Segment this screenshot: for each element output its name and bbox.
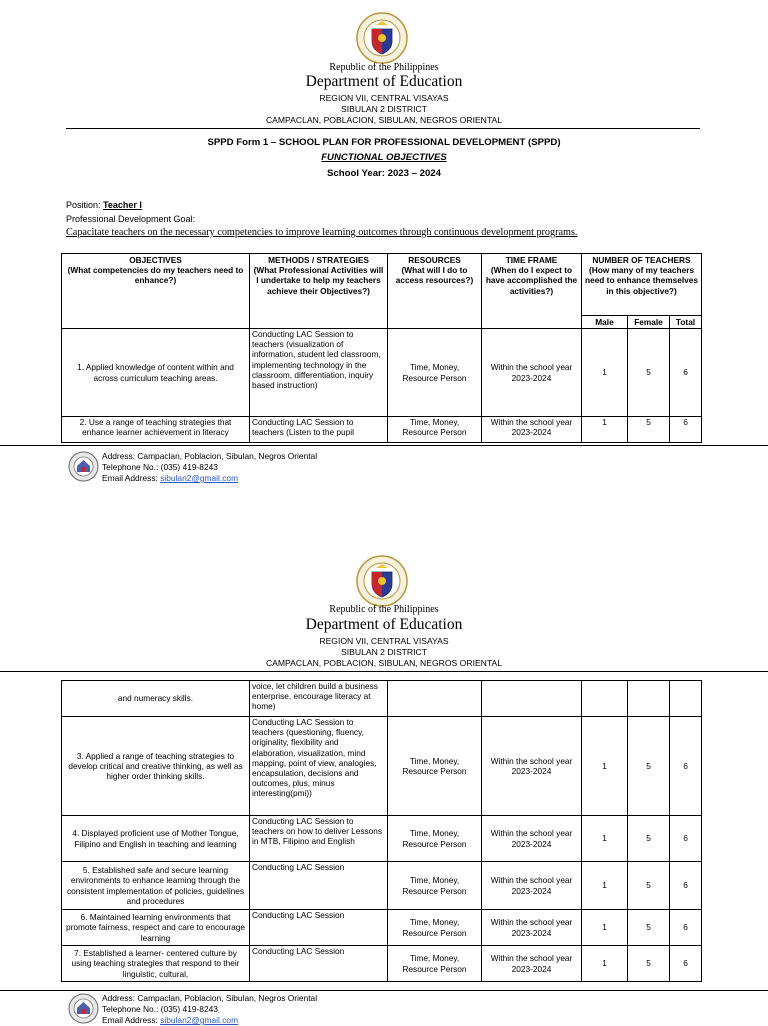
method-cell: Conducting LAC Session to teachers (questioning, fluency, originality, flexibility and elaboration, visualization, mind mapping, point of view, analogies, encapsulation, decisions and outcomes, plus, minus interesting(pmi)) [250, 717, 388, 816]
resources-cell: Time, Money, Resource Person [388, 862, 482, 910]
table-row [62, 862, 702, 910]
table-row [62, 417, 702, 443]
objective-cell: and numeracy skills. [62, 681, 250, 717]
male-cell: 1 [582, 717, 628, 816]
female-cell: 5 [628, 816, 670, 862]
objective-cell: 6. Maintained learning environments that promote fairness, respect and care to encourage learning [62, 910, 250, 946]
objective-cell: 2. Use a range of teaching strategies that enhance learner achievement in literacy [62, 417, 250, 443]
footer-email-label: Email Address: [102, 1015, 161, 1025]
school-logo-icon [68, 451, 99, 482]
male-cell: 1 [582, 816, 628, 862]
department-name: Department of Education [305, 73, 463, 90]
school-address-line: CAMPACLAN, POBLACION, SIBULAN, NEGROS ORIENTAL [265, 115, 503, 125]
footer-email-link[interactable]: sibulan2@gmail.com [160, 473, 239, 483]
number-of-teachers-header: NUMBER OF TEACHERS (How many of my teachers need to enhance themselves in this objective?) [582, 254, 702, 316]
resources-cell: Time, Money, Resource Person [388, 816, 482, 862]
method-cell: Conducting LAC Session to teachers (visualization of information, student led classroom, implementing technology in the classroom, differentiation, inquiry based instruction) [250, 329, 388, 417]
region-line: REGION VII, CENTRAL VISAYAS [319, 93, 449, 103]
table-row [62, 329, 702, 417]
resources-header: RESOURCES (What will I do to access resources?) [388, 254, 482, 329]
objective-cell: 1. Applied knowledge of content within and across curriculum teaching areas. [62, 329, 250, 417]
footer-telephone: Telephone No.: (035) 419-8243 [102, 462, 218, 472]
female-cell: 5 [628, 417, 670, 443]
female-cell: 5 [628, 910, 670, 946]
method-cell: Conducting LAC Session to teachers (Listen to the pupil [250, 417, 388, 443]
timeframe-cell: Within the school year 2023-2024 [482, 946, 582, 982]
school-year: School Year: 2023 – 2024 [327, 168, 441, 179]
table-row [62, 717, 702, 816]
total-cell: 6 [670, 329, 702, 417]
total-cell: 6 [670, 910, 702, 946]
header-divider [0, 671, 768, 672]
footer-divider [0, 445, 768, 446]
timeframe-cell: Within the school year 2023-2024 [482, 417, 582, 443]
table-row [62, 946, 702, 982]
table-row [62, 910, 702, 946]
timeframe-cell: Within the school year 2023-2024 [482, 329, 582, 417]
method-cell: Conducting LAC Session [250, 910, 388, 946]
total-cell: 6 [670, 417, 702, 443]
district-line: SIBULAN 2 DISTRICT [341, 647, 427, 657]
school-logo-icon [68, 993, 99, 1024]
female-cell [628, 681, 670, 717]
resources-cell: Time, Money, Resource Person [388, 417, 482, 443]
document-page-2 [0, 555, 768, 1024]
footer-contact [102, 993, 317, 1026]
position-label: Position: [66, 200, 101, 210]
total-cell: 6 [670, 946, 702, 982]
objective-cell: 7. Established a learner- centered culture by using teaching strategies that respond to their linguistic, cultural, [62, 946, 250, 982]
form-subtitle: FUNCTIONAL OBJECTIVES [321, 152, 447, 163]
timeframe-cell: Within the school year 2023-2024 [482, 717, 582, 816]
department-name: Department of Education [305, 616, 463, 633]
method-cell: Conducting LAC Session [250, 946, 388, 982]
table-row [62, 681, 702, 717]
header-divider [66, 128, 700, 129]
footer-divider [0, 990, 768, 991]
total-cell: 6 [670, 816, 702, 862]
resources-cell: Time, Money, Resource Person [388, 717, 482, 816]
position-value: Teacher I [103, 200, 142, 210]
male-header: Male [582, 316, 628, 329]
resources-cell: Time, Money, Resource Person [388, 946, 482, 982]
objectives-header: OBJECTIVES (What competencies do my teachers need to enhance?) [62, 254, 250, 329]
method-cell: Conducting LAC Session [250, 862, 388, 910]
total-cell: 6 [670, 862, 702, 910]
form-title: SPPD Form 1 – SCHOOL PLAN FOR PROFESSIONAL DEVELOPMENT (SPPD) [207, 137, 561, 148]
footer-address: Address: Campaclan, Poblacion, Sibulan, Negros Oriental [102, 993, 318, 1003]
total-cell: 6 [670, 717, 702, 816]
footer-telephone: Telephone No.: (035) 419-8243 [102, 1004, 218, 1014]
timeframe-cell: Within the school year 2023-2024 [482, 910, 582, 946]
method-cell: Conducting LAC Session to teachers on how to deliver Lessons in MTB, Filipino and English [250, 816, 388, 862]
methods-header: METHODS / STRATEGIES (What Professional Activities will I undertake to help my teachers achieve their Objectives?) [250, 254, 388, 329]
timeframe-header: TIME FRAME (When do I expect to have accomplished the activities?) [482, 254, 582, 329]
timeframe-cell [482, 681, 582, 717]
footer-email-label: Email Address: [102, 473, 161, 483]
objective-cell: 5. Established safe and secure learning environments to enhance learning through the consistent implementation of policies, guidelines and procedures [62, 862, 250, 910]
resources-cell [388, 681, 482, 717]
resources-cell: Time, Money, Resource Person [388, 910, 482, 946]
female-cell: 5 [628, 946, 670, 982]
male-cell: 1 [582, 946, 628, 982]
footer-email-link[interactable]: sibulan2@gmail.com [160, 1015, 239, 1025]
objective-cell: 4. Displayed proficient use of Mother Tongue, Filipino and English in teaching and learning [62, 816, 250, 862]
resources-cell: Time, Money, Resource Person [388, 329, 482, 417]
female-cell: 5 [628, 717, 670, 816]
objective-cell: 3. Applied a range of teaching strategies to develop critical and creative thinking, as well as higher order thinking skills. [62, 717, 250, 816]
timeframe-cell: Within the school year 2023-2024 [482, 862, 582, 910]
male-cell: 1 [582, 862, 628, 910]
timeframe-cell: Within the school year 2023-2024 [482, 816, 582, 862]
deped-seal-icon [356, 555, 408, 607]
goal-text: Capacitate teachers on the necessary competencies to improve learning outcomes through continuous development programs. [66, 227, 578, 238]
female-header: Female [628, 316, 670, 329]
female-cell: 5 [628, 862, 670, 910]
region-line: REGION VII, CENTRAL VISAYAS [319, 636, 449, 646]
table-row [62, 816, 702, 862]
male-cell [582, 681, 628, 717]
female-cell: 5 [628, 329, 670, 417]
footer-address: Address: Campaclan, Poblacion, Sibulan, Negros Oriental [102, 451, 318, 461]
footer-contact [102, 451, 317, 484]
male-cell: 1 [582, 417, 628, 443]
method-cell: voice, let children build a business enterprise, encourage literacy at home) [250, 681, 388, 717]
republic-line: Republic of the Philippines [329, 604, 439, 615]
sppd-table-page-2 [61, 680, 702, 982]
republic-line: Republic of the Philippines [329, 62, 439, 73]
male-cell: 1 [582, 329, 628, 417]
school-address-line: CAMPACLAN, POBLACION, SIBULAN, NEGROS ORIENTAL [265, 658, 503, 668]
district-line: SIBULAN 2 DISTRICT [341, 104, 427, 114]
male-cell: 1 [582, 910, 628, 946]
deped-seal-icon [356, 12, 408, 64]
position-line [66, 200, 142, 210]
total-cell [670, 681, 702, 717]
sppd-table-page-1 [61, 253, 702, 443]
total-header: Total [670, 316, 702, 329]
goal-label: Professional Development Goal: [66, 214, 196, 224]
